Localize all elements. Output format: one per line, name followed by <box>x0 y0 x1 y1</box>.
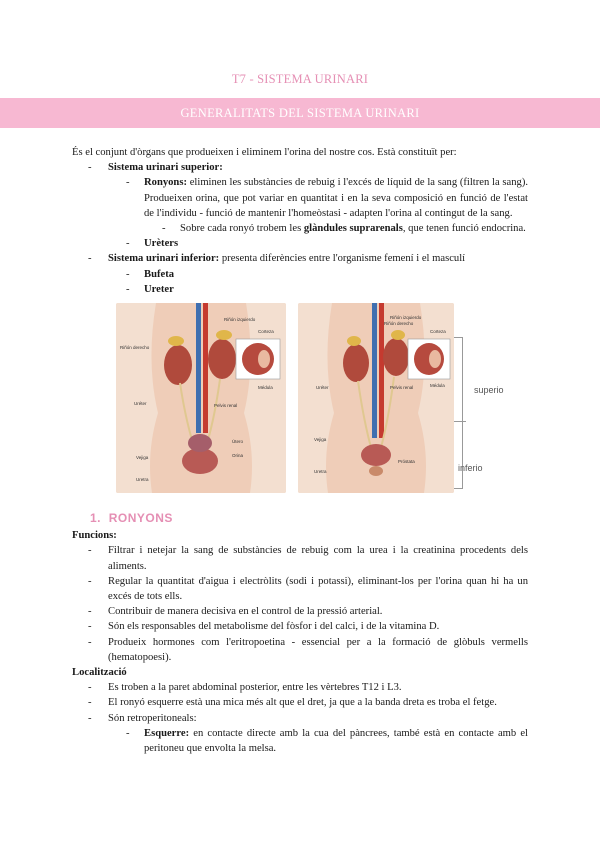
document-body <box>72 145 528 756</box>
female-label-4: Corteza <box>258 329 274 335</box>
list-item-superior <box>72 160 528 251</box>
inferior-label: Sistema urinari inferior: <box>108 253 220 265</box>
section-banner: GENERALITATS DEL SISTEMA URINARI <box>0 98 600 128</box>
male-label-8: Uretra <box>314 469 327 475</box>
superior-label: Sistema urinari superior: <box>108 162 223 174</box>
section-heading-ronyons <box>90 511 528 526</box>
ronyons-text: eliminen les substàncies de rebuig i l'excés de líquid de la sang (filtren la sang). Produeixen orina, que pot variar en quantitat i en la seva composició en funció de l'estat de l'individu - funció de mantenir l'homeòstasi - adapten l'orina al contingut de la sang. <box>144 177 528 219</box>
male-label-6: Vejiga <box>314 437 327 443</box>
list-item-ureter <box>108 282 528 297</box>
list-item-bufeta <box>108 267 528 282</box>
list-item: - Contribuir de manera decisiva en el control de la pressió arterial. <box>72 604 528 619</box>
localitzacio-list <box>72 680 528 756</box>
funcions-list <box>72 543 528 665</box>
male-label-0: Riñón izquierdo <box>390 315 422 321</box>
female-label-3: Pelvis renal <box>214 403 238 409</box>
bufeta-label: Bufeta <box>144 268 175 280</box>
list-item-inferior <box>72 251 528 297</box>
list-item: - Regular la quantitat d'aigua i electròlits (sodi i potassi), eliminant-los per l'orina quan hi ha un excés de tots ells. <box>72 574 528 604</box>
male-label-3: Uréter <box>316 385 329 391</box>
esquerre-text: en contacte directe amb la cua del pàncrees, també està en contacte amb el peritoneu que envolta la melsa. <box>144 727 528 755</box>
localitzacio-heading: Localització <box>72 667 127 679</box>
suprarenals-post: , que tenen funció endocrina. <box>402 223 526 235</box>
female-label-8: Orina <box>232 453 244 459</box>
list-item-esquerre <box>108 726 528 756</box>
list-item: - El ronyó esquerre està una mica més alt que el dret, ja que a la banda dreta es troba el fetge. <box>72 695 528 710</box>
female-label-0: Riñón derecho <box>120 345 150 351</box>
list-item-retroperitoneals <box>72 711 528 757</box>
label-inferior: inferio <box>458 463 483 474</box>
male-label-1: Riñón derecho <box>384 321 414 327</box>
female-label-2: Uréter <box>134 401 147 407</box>
retroperitoneals-sublist <box>108 726 528 756</box>
funcions-heading: Funcions: <box>72 530 117 542</box>
ureters-label: Urèters <box>144 238 179 250</box>
male-label-5: Médula <box>430 383 445 389</box>
section-title: RONYONS <box>108 511 173 526</box>
ureter-label: Ureter <box>144 283 174 295</box>
intro-paragraph: És el conjunt d'òrgans que produeixen i eliminem l'orina del nostre cos. Està constituït per: <box>72 147 457 158</box>
list-item: - Produeix hormones com l'eritropoetina - essencial per a la formació de glòbuls vermells (hematopoesi). <box>72 635 528 665</box>
male-urinary-illustration <box>298 303 454 493</box>
system-list <box>72 160 528 297</box>
retroperitoneals-text: Són retroperitoneals: <box>108 712 197 724</box>
superior-sublist <box>108 175 528 251</box>
section-number: 1. <box>90 511 102 526</box>
list-item: - Es troben a la paret abdominal posterior, entre les vèrtebres T12 i L3. <box>72 680 528 695</box>
female-label-1: Riñón izquierdo <box>224 317 256 323</box>
female-label-5: Médula <box>258 385 273 391</box>
suprarenals-pre: Sobre cada ronyó trobem les <box>180 223 304 235</box>
female-label-9: Uretra <box>136 477 149 483</box>
ronyons-sublist <box>144 221 528 236</box>
male-label-2: Pelvis renal <box>390 385 414 391</box>
figure-bracket-divider <box>454 421 466 422</box>
list-item-ronyons <box>108 175 528 236</box>
list-item: - Són els responsables del metabolisme del fòsfor i del calci, i de la vitamina D. <box>72 619 528 634</box>
label-superior: superio <box>474 385 504 396</box>
list-item: - Filtrar i netejar la sang de substàncies de rebuig com la urea i la creatinina procedents dels aliments. <box>72 543 528 573</box>
female-label-7: Útero <box>232 439 244 445</box>
female-label-6: Vejiga <box>136 455 149 461</box>
list-item-ureters <box>108 236 528 251</box>
page-title: T7 - SISTEMA URINARI <box>231 72 369 86</box>
male-label-4: Corteza <box>430 329 446 335</box>
inferior-sublist <box>108 267 528 297</box>
female-urinary-illustration <box>116 303 286 493</box>
urinary-system-figure <box>72 303 528 503</box>
list-item-suprarenals <box>144 221 528 236</box>
ronyons-label: Ronyons: <box>144 177 187 189</box>
suprarenals-bold: glàndules suprarenals <box>303 223 403 235</box>
inferior-text: presenta diferències entre l'organisme femení i el masculí <box>219 253 466 265</box>
esquerre-label: Esquerre: <box>144 727 190 739</box>
male-label-7: Próstata <box>398 459 415 465</box>
